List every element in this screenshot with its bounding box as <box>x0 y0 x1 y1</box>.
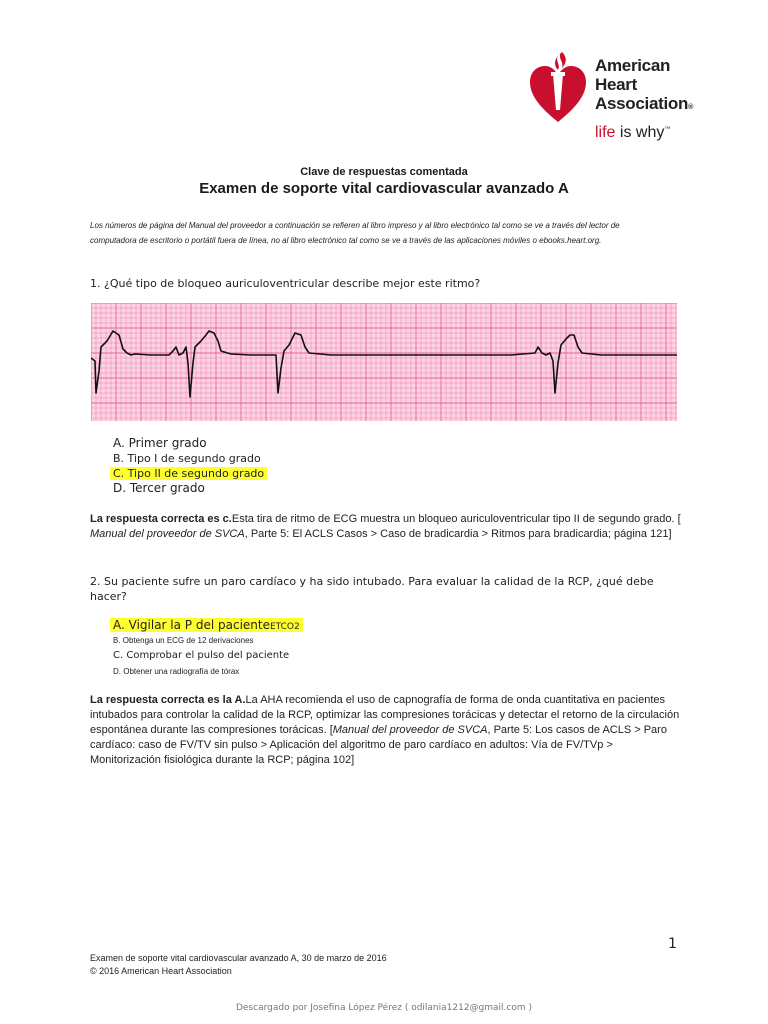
logo-line-american: American <box>595 56 671 75</box>
document-subtitle: Clave de respuestas comentada <box>300 166 468 178</box>
q1-option-a: A. Primer grado <box>113 436 207 450</box>
q2-option-a <box>113 618 303 632</box>
heart-torch-icon <box>528 50 588 130</box>
document-title: Examen de soporte vital cardiovascular avanzado A <box>199 180 569 197</box>
ecg-rhythm-strip <box>91 303 677 421</box>
logo-line-heart: Heart <box>595 75 637 94</box>
q2-correct-highlight: A. Vigilar la P del pacienteETCO2 <box>110 618 303 632</box>
q2-option-d: D. Obtener una radiografía de tórax <box>113 667 240 676</box>
footer-copyright: © 2016 American Heart Association <box>90 966 232 976</box>
footer-line-1: Examen de soporte vital cardiovascular avanzado A, 30 de marzo de 2016 <box>90 953 387 963</box>
q2-option-b: B. Obtenga un ECG de 12 derivaciones <box>113 636 254 645</box>
logo-line-association: Association® <box>595 94 693 113</box>
page-number-note: Los números de página del Manual del proveedor a continuación se refieren al libro impreso y al libro electrónico tal como se ve a través del lector de computadora de escritorio o portátil fuera de línea, no al libro electrónico tal como se ve a través de las aplicaciones móviles o ebooks.heart.org. <box>90 221 620 245</box>
q1-option-b: B. Tipo I de segundo grado <box>113 452 261 465</box>
q1-correct-highlight: C. Tipo II de segundo grado <box>110 467 267 480</box>
aha-logo <box>528 44 706 148</box>
q2-option-c: C. Comprobar el pulso del paciente <box>113 650 290 661</box>
page-number: 1 <box>668 936 677 952</box>
q2-answer-explanation: La respuesta correcta es la A.La AHA recomienda el uso de capnografía de forma de onda cuantitativa en pacientes intubados para controlar la calidad de la RCP, optimizar las compresiones torácicas y detectar el retorno de la circulación espontánea durante las compresiones torácicas. [Manual del proveedor de SVCA, Parte 5: Los casos de ACLS > Paro cardíaco: caso de FV/TV sin pulso > Aplicación del algoritmo de paro cardíaco en adultos: Vía de FV/TVp > Monitorización fisiológica durante la RCP; página 102] <box>90 694 680 766</box>
logo-tagline: life is why™ <box>595 124 671 141</box>
question-2: 2. Su paciente sufre un paro cardíaco y ha sido intubado. Para evaluar la calidad de la RCP, ¿qué debe hacer? <box>90 575 654 603</box>
q1-option-c <box>113 467 267 480</box>
question-1: 1. ¿Qué tipo de bloqueo auriculoventricular describe mejor este ritmo? <box>90 277 481 290</box>
q1-option-d: D. Tercer grado <box>113 481 205 495</box>
page-footer <box>90 952 387 978</box>
q1-answer-explanation: La respuesta correcta es c.Esta tira de ritmo de ECG muestra un bloqueo auriculoventricular tipo II de segundo grado. [ Manual del proveedor de SVCA, Parte 5: El ACLS Casos > Caso de bradicardia > Ritmos para bradicardia; página 121] <box>90 513 681 540</box>
download-note: Descargado por Josefina López Pérez ( odilania1212@gmail.com ) <box>235 1003 533 1013</box>
